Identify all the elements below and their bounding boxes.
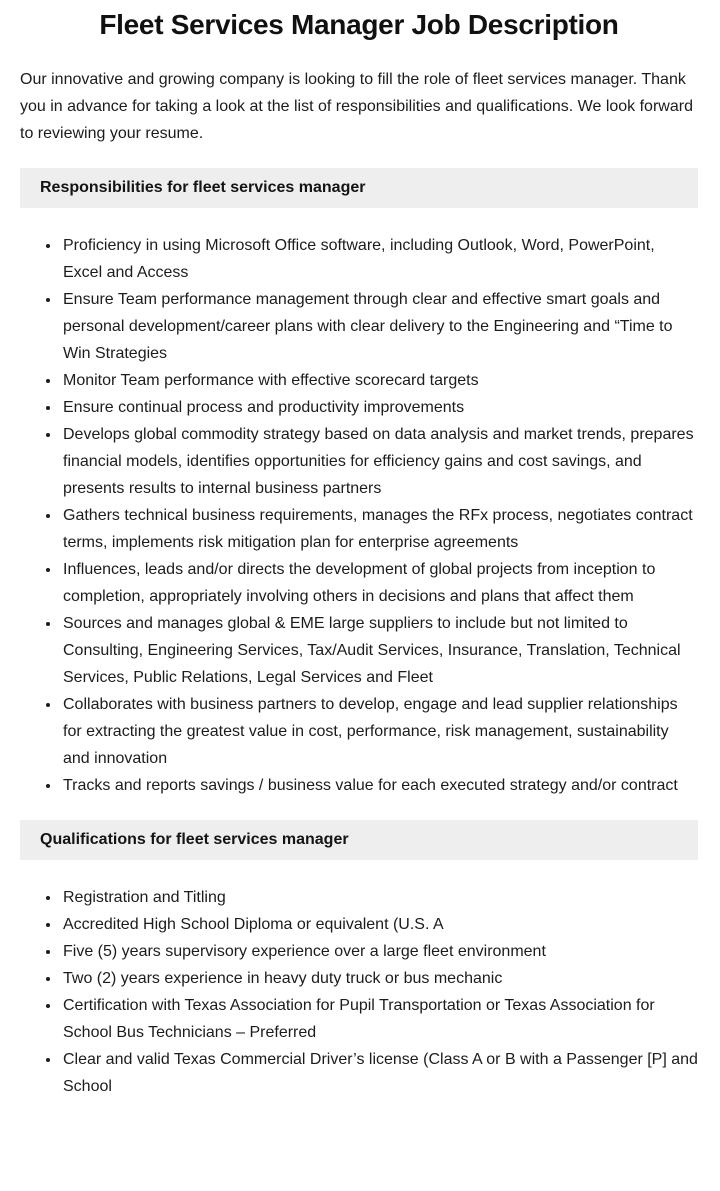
qualification-item: • Five (5) years supervisory experience over a large fleet environment bbox=[61, 938, 698, 965]
page-title: Fleet Services Manager Job Description bbox=[99, 9, 619, 40]
intro-paragraph: Our innovative and growing company is looking to fill the role of fleet services manager. Thank you in advance for taking a look at the list of responsibilities and qualifications. We look forward to reviewing your resume. bbox=[20, 71, 693, 142]
responsibility-item: • Sources and manages global & EME large suppliers to include but not limited to Consulting, Engineering Services, Tax/Audit Services, Insurance, Translation, Technical Services, Public Relations, Legal Services and Fleet bbox=[61, 610, 698, 691]
qualification-item: • Two (2) years experience in heavy duty truck or bus mechanic bbox=[61, 965, 698, 992]
responsibility-item: • Monitor Team performance with effective scorecard targets bbox=[61, 367, 698, 394]
section-heading-label: Qualifications for fleet services manager bbox=[40, 831, 349, 848]
qualification-item: • Certification with Texas Association for Pupil Transportation or Texas Association for School Bus Technicians – Preferred bbox=[61, 992, 698, 1046]
section-header-responsibilities bbox=[20, 168, 698, 208]
qualifications-list bbox=[20, 884, 698, 1100]
responsibility-item: • Develops global commodity strategy based on data analysis and market trends, prepares financial models, identifies opportunities for efficiency gains and cost savings, and presents results to internal business partners bbox=[61, 421, 698, 502]
responsibility-item: • Tracks and reports savings / business value for each executed strategy and/or contract bbox=[61, 772, 698, 799]
section-header-qualifications bbox=[20, 820, 698, 860]
responsibility-item: • Influences, leads and/or directs the development of global projects from inception to completion, appropriately involving others in decisions and plans that affect them bbox=[61, 556, 698, 610]
qualification-item: • Clear and valid Texas Commercial Driver’s license (Class A or B with a Passenger [P] and School bbox=[61, 1046, 698, 1100]
qualification-item: • Accredited High School Diploma or equivalent (U.S. A bbox=[61, 911, 698, 938]
responsibility-item: • Ensure Team performance management through clear and effective smart goals and personal development/career plans with clear delivery to the Engineering and “Time to Win Strategies bbox=[61, 286, 698, 367]
qualification-item: • Registration and Titling bbox=[61, 884, 698, 911]
responsibilities-list bbox=[20, 232, 698, 799]
responsibility-item: • Proficiency in using Microsoft Office software, including Outlook, Word, PowerPoint, Excel and Access bbox=[61, 232, 698, 286]
section-heading-label: Responsibilities for fleet services manager bbox=[40, 179, 366, 196]
responsibility-item: • Gathers technical business requirements, manages the RFx process, negotiates contract terms, implements risk mitigation plan for enterprise agreements bbox=[61, 502, 698, 556]
responsibility-item: • Ensure continual process and productivity improvements bbox=[61, 394, 698, 421]
responsibility-item: • Collaborates with business partners to develop, engage and lead supplier relationships for extracting the greatest value in cost, performance, risk management, sustainability and innovation bbox=[61, 691, 698, 772]
